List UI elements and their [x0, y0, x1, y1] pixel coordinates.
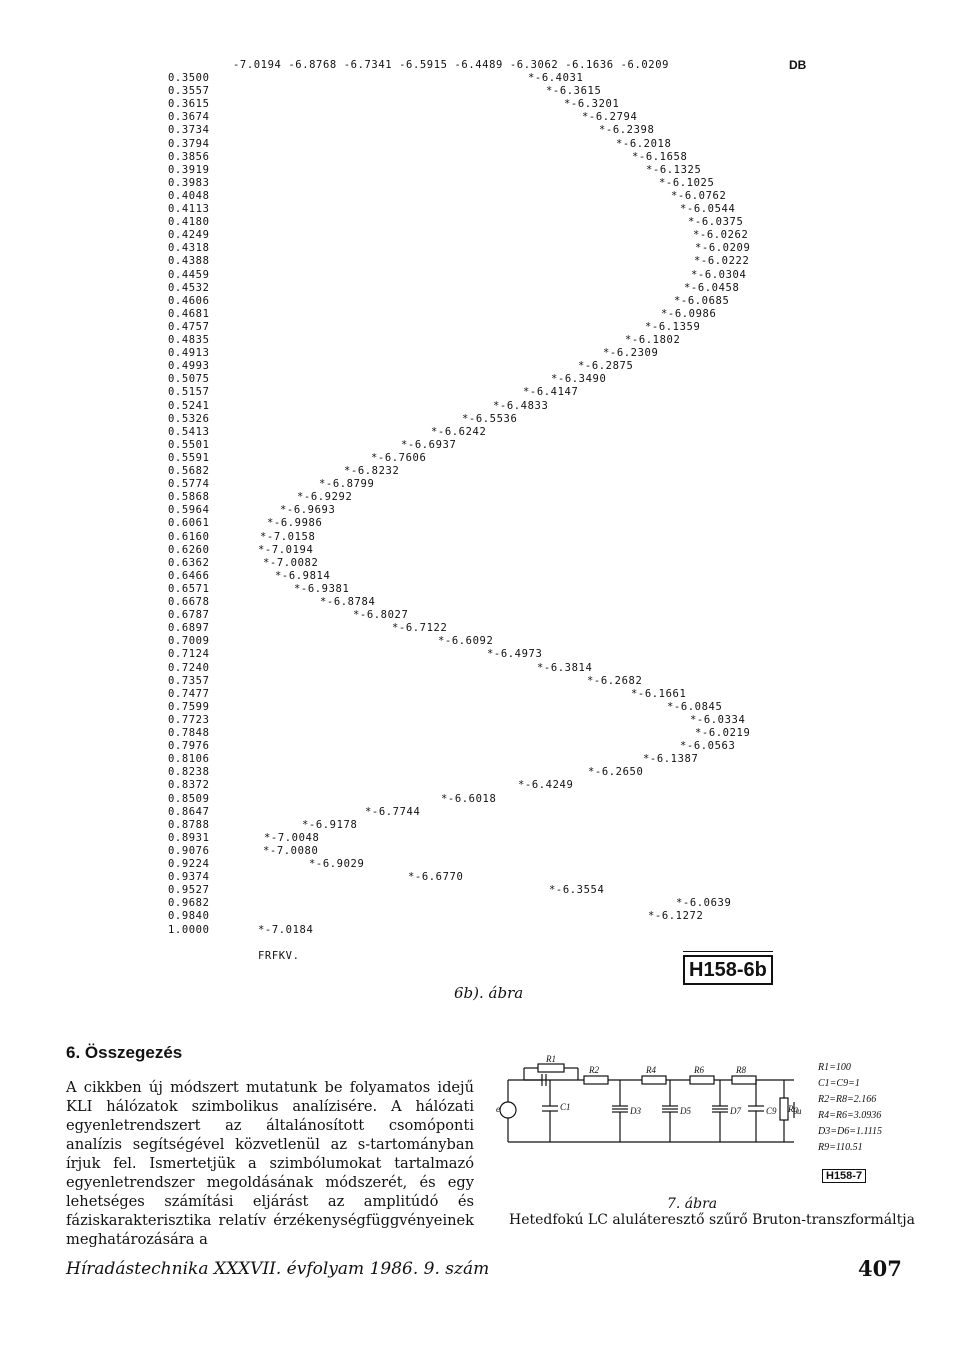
- response-point: *-6.3490: [551, 373, 607, 386]
- frequency-value: 0.3983: [168, 176, 210, 189]
- frequency-value: 0.6571: [168, 582, 210, 595]
- response-point: *-6.8799: [319, 478, 375, 491]
- frequency-value: 0.5682: [168, 465, 210, 477]
- frequency-value: 0.7124: [168, 648, 210, 661]
- figure-tag-7: H158-7: [822, 1169, 866, 1183]
- response-point: *-6.6937: [401, 438, 457, 451]
- frequency-value: 0.5774: [168, 478, 210, 491]
- response-point: *-6.8027: [353, 609, 409, 622]
- response-point: *-6.3814: [537, 661, 593, 674]
- response-point: *-6.6092: [438, 635, 494, 648]
- response-point: *-7.0048: [264, 831, 320, 844]
- frequency-value: 0.5157: [168, 386, 210, 399]
- response-point: *-6.9178: [302, 818, 358, 831]
- response-point: *-6.9029: [309, 858, 365, 870]
- response-point: *-6.0986: [661, 307, 717, 320]
- response-point: *-6.9814: [275, 569, 331, 582]
- value-scale-header: -7.0194 -6.8768 -6.7341 -6.5915 -6.4489 -6.3062 -6.1636 -6.0209: [233, 59, 670, 71]
- frequency-value: 0.4993: [168, 360, 210, 373]
- response-point: *-6.2650: [588, 766, 644, 779]
- response-point: *-6.4031: [528, 72, 584, 84]
- parameter-line: C1=C9=1: [818, 1078, 860, 1089]
- end-label: FRFKV.: [258, 950, 300, 962]
- figure-caption-6b: 6b). ábra: [454, 984, 524, 1002]
- response-point: *-6.1325: [646, 163, 702, 176]
- response-point: *-6.0304: [691, 268, 747, 281]
- response-point: *-7.0194: [258, 543, 314, 556]
- response-point: *-6.7744: [365, 805, 421, 818]
- response-point: *-6.4249: [518, 779, 574, 792]
- label-r4: R4: [646, 1065, 656, 1075]
- label-rg: Rg: [788, 1104, 798, 1114]
- figure-tag-6b: H158-6b: [683, 955, 773, 985]
- response-point: *-7.0184: [258, 923, 314, 936]
- response-point: *-6.4973: [487, 648, 543, 661]
- frequency-value: 0.7599: [168, 700, 210, 713]
- parameter-line: R4=R6=3.0936: [818, 1110, 882, 1121]
- response-point: *-6.2682: [587, 674, 643, 687]
- frequency-value: 0.6897: [168, 622, 210, 635]
- frequency-value: 0.7848: [168, 727, 210, 739]
- frequency-value: 0.7723: [168, 713, 210, 726]
- frequency-value: 0.8931: [168, 831, 210, 844]
- frequency-value: 0.5964: [168, 504, 210, 517]
- response-point: *-6.2794: [582, 111, 638, 124]
- page-number: 407: [858, 1256, 902, 1281]
- response-point: *-6.1658: [632, 150, 688, 163]
- response-point: *-6.6242: [431, 425, 487, 438]
- response-point: *-7.0158: [260, 530, 316, 543]
- frequency-value: 0.6362: [168, 556, 210, 569]
- frequency-value: 0.8788: [168, 818, 210, 831]
- frequency-value: 0.8372: [168, 779, 210, 792]
- frequency-value: 0.3557: [168, 85, 210, 98]
- frequency-value: 0.6160: [168, 530, 210, 543]
- label-e: e: [496, 1104, 500, 1114]
- frequency-value: 0.5326: [168, 412, 210, 425]
- response-point: *-6.3201: [564, 98, 620, 111]
- frequency-value: 0.4459: [168, 268, 210, 281]
- response-point: *-6.1387: [643, 753, 699, 766]
- parameter-line: R1=100: [818, 1062, 851, 1073]
- frequency-value: 0.4318: [168, 242, 210, 255]
- frequency-value: 0.4913: [168, 347, 210, 360]
- frequency-value: 0.3856: [168, 150, 210, 163]
- frequency-value: 0.6061: [168, 517, 210, 530]
- frequency-value: 0.4249: [168, 229, 210, 242]
- frequency-value: 0.4048: [168, 189, 210, 202]
- response-point: *-6.6018: [441, 792, 497, 805]
- frequency-value: 0.4757: [168, 320, 210, 333]
- response-point: *-6.2309: [603, 347, 659, 360]
- frequency-value: 0.8238: [168, 766, 210, 779]
- frequency-value: 0.5413: [168, 425, 210, 438]
- frequency-value: 0.3919: [168, 163, 210, 176]
- response-point: *-6.9292: [297, 491, 353, 504]
- frequency-value: 0.4532: [168, 281, 210, 294]
- response-point: *-6.4833: [493, 399, 549, 412]
- response-point: *-6.1661: [631, 687, 687, 700]
- frequency-value: 0.6466: [168, 569, 210, 582]
- frequency-value: 0.8509: [168, 792, 210, 805]
- response-point: *-6.0762: [671, 189, 727, 202]
- response-point: *-6.0845: [667, 700, 723, 713]
- response-point: *-6.0222: [694, 255, 750, 268]
- response-point: *-6.0209: [695, 242, 751, 255]
- unit-label: DB: [789, 58, 807, 72]
- frequency-value: 0.3734: [168, 124, 210, 137]
- label-r8: R8: [736, 1065, 746, 1075]
- label-c1: C1: [560, 1102, 571, 1112]
- response-point: *-6.9986: [267, 517, 323, 530]
- response-point: *-6.1359: [645, 320, 701, 333]
- figure-7-number: 7. ábra: [667, 1196, 718, 1212]
- response-point: *-6.0334: [690, 713, 746, 726]
- response-point: *-6.0458: [684, 281, 740, 294]
- frequency-value: 0.7357: [168, 674, 210, 687]
- frequency-value: 0.3674: [168, 111, 210, 124]
- frequency-value: 0.4835: [168, 334, 210, 346]
- label-u: u: [797, 1106, 802, 1116]
- response-point: *-6.4147: [523, 386, 579, 399]
- label-c9: C9: [766, 1106, 777, 1116]
- frequency-value: 0.6678: [168, 596, 210, 608]
- parameter-line: D3=D6=1.1115: [818, 1126, 882, 1137]
- label-d3: D3: [630, 1106, 641, 1116]
- frequency-value: 0.8647: [168, 805, 210, 818]
- frequency-value: 0.9224: [168, 858, 210, 870]
- frequency-value: 0.9374: [168, 871, 210, 884]
- response-point: *-6.9381: [294, 582, 350, 595]
- label-r2: R2: [589, 1065, 599, 1075]
- response-point: *-6.0639: [676, 897, 732, 910]
- frequency-value: 0.9840: [168, 910, 210, 923]
- frequency-value: 0.3615: [168, 98, 210, 111]
- frequency-value: 1.0000: [168, 923, 210, 936]
- frequency-value: 0.4388: [168, 255, 210, 268]
- response-point: *-6.0685: [674, 294, 730, 307]
- response-point: *-6.1272: [648, 910, 704, 923]
- response-point: *-6.5536: [462, 412, 518, 425]
- frequency-value: 0.3500: [168, 72, 210, 84]
- parameter-line: R9=110.51: [818, 1142, 863, 1153]
- response-point: *-6.1025: [659, 176, 715, 189]
- response-point: *-6.6770: [408, 871, 464, 884]
- circuit-parameters: [818, 1060, 882, 1156]
- frequency-value: 0.7240: [168, 661, 210, 674]
- frequency-value: 0.4180: [168, 216, 210, 229]
- frequency-value: 0.5501: [168, 438, 210, 451]
- response-point: *-6.7606: [371, 451, 427, 464]
- frequency-value: 0.5868: [168, 491, 210, 504]
- label-d7: D7: [730, 1106, 741, 1116]
- section-paragraph: A cikkben új módszert mutatunk be folyamatos idejű KLI hálózatok szimbolikus analízisére. A hálózati egyenletrendszert az általánosított csomóponti analízis segítségével közvetlenül az s-tartományban írjuk fel. Ismertetjük a szimbólumokat tartalmazó egyenletrendszer megoldásának módszerét, és egy lehetséges számítási eljárást az amplitúdó és fáziskarakterisztika relatív érzékenységfüggvényeinek meghatározására a: [66, 1079, 474, 1248]
- response-point: *-6.0262: [693, 229, 749, 242]
- footer-journal: Híradástechnika XXXVII. évfolyam 1986. 9. szám: [66, 1259, 490, 1279]
- response-point: *-6.0219: [695, 727, 751, 739]
- frequency-value: 0.7976: [168, 740, 210, 753]
- response-point: *-6.2875: [578, 360, 634, 373]
- response-point: *-6.0375: [688, 216, 744, 229]
- response-point: *-6.0563: [680, 740, 736, 753]
- label-d5: D5: [680, 1106, 691, 1116]
- response-point: *-6.2018: [616, 137, 672, 150]
- frequency-value: 0.6260: [168, 543, 210, 556]
- frequency-value: 0.9682: [168, 897, 210, 910]
- response-point: *-7.0082: [263, 556, 319, 569]
- section-title: 6. Összegezés: [66, 1043, 183, 1062]
- frequency-value: 0.4113: [168, 203, 210, 215]
- response-point: *-6.3615: [546, 85, 602, 98]
- frequency-value: 0.3794: [168, 137, 210, 150]
- label-r6: R6: [694, 1065, 704, 1075]
- frequency-value: 0.9076: [168, 844, 210, 857]
- frequency-value: 0.5075: [168, 373, 210, 386]
- frequency-value: 0.9527: [168, 884, 210, 897]
- frequency-value: 0.7009: [168, 635, 210, 648]
- parameter-line: R2=R8=2.166: [818, 1094, 877, 1105]
- frequency-value: 0.8106: [168, 753, 210, 766]
- response-point: *-7.0080: [263, 844, 319, 857]
- frequency-value: 0.5591: [168, 451, 210, 464]
- response-point: *-6.8232: [344, 465, 400, 477]
- response-point: *-6.3554: [549, 884, 605, 897]
- frequency-value: 0.5241: [168, 399, 210, 412]
- response-point: *-6.9693: [280, 504, 336, 517]
- response-point: *-6.1802: [625, 334, 681, 346]
- frequency-value: 0.6787: [168, 609, 210, 622]
- response-point: *-6.8784: [320, 596, 376, 608]
- label-r1: R1: [546, 1054, 556, 1064]
- response-point: *-6.7122: [392, 622, 448, 635]
- ladder-circuit-diagram: [494, 1052, 810, 1158]
- response-point: *-6.2398: [599, 124, 655, 137]
- response-point: *-6.0544: [680, 203, 736, 215]
- frequency-value: 0.4681: [168, 307, 210, 320]
- figure-7-caption: Hetedfokú LC aluláteresztő szűrő Bruton-transzformáltja: [509, 1212, 915, 1228]
- frequency-value: 0.7477: [168, 687, 210, 700]
- frequency-value: 0.4606: [168, 294, 210, 307]
